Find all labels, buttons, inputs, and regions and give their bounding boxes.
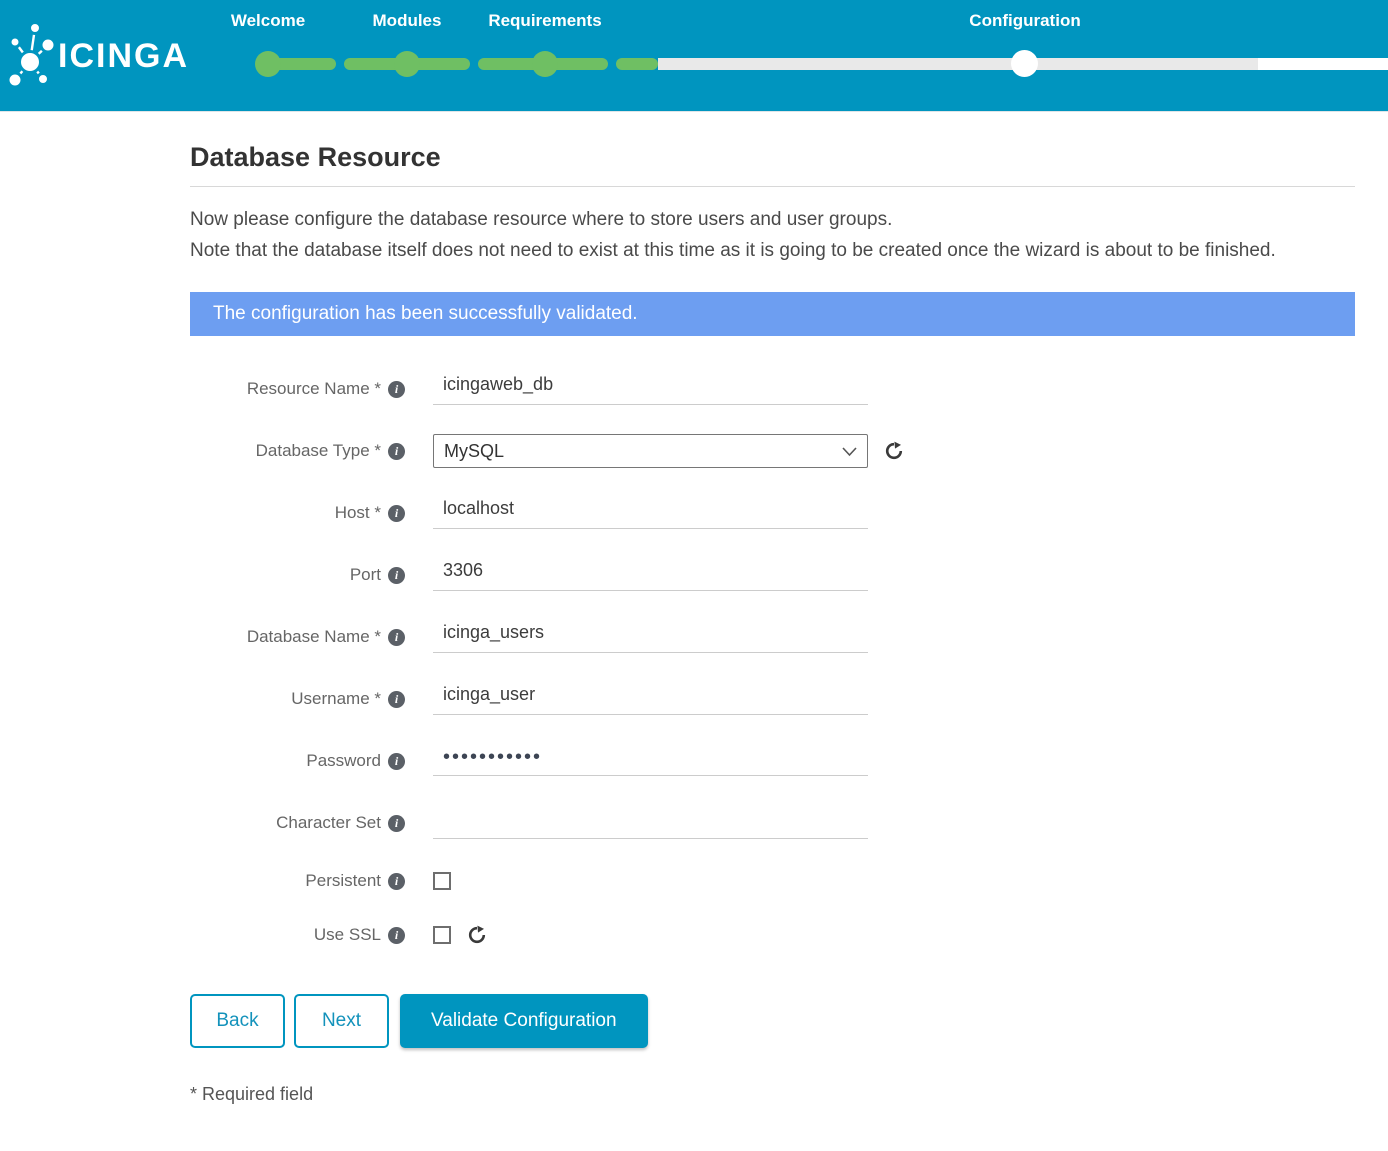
database-type-row bbox=[190, 420, 1355, 482]
field-label: Character Set bbox=[276, 813, 381, 832]
step-label-requirements: Requirements bbox=[488, 11, 602, 30]
database-type-refresh-button[interactable] bbox=[884, 441, 904, 461]
progress-segment-stub bbox=[616, 58, 658, 70]
character-set-info-icon[interactable]: i bbox=[388, 815, 405, 832]
password-info-icon[interactable]: i bbox=[388, 753, 405, 770]
field-label: Password bbox=[306, 751, 381, 770]
field-label-cell bbox=[190, 871, 405, 891]
character-set-input[interactable] bbox=[433, 808, 868, 839]
database-type-selected-value: MySQL bbox=[444, 440, 505, 461]
intro-line-2: Note that the database itself does not need to exist at this time as it is going to be created once the wizard is about to be finished. bbox=[190, 240, 1276, 261]
refresh-icon bbox=[467, 925, 487, 945]
refresh-icon bbox=[884, 441, 904, 461]
field-label-cell bbox=[190, 379, 405, 399]
password-row bbox=[190, 730, 1355, 792]
progress-dot-configuration bbox=[1011, 50, 1038, 77]
step-label-modules: Modules bbox=[372, 11, 442, 30]
required-field-note: * Required field bbox=[190, 1084, 314, 1104]
use-ssl-info-icon[interactable]: i bbox=[388, 927, 405, 944]
wizard-content bbox=[0, 112, 1388, 1105]
field-control-cell bbox=[433, 872, 451, 890]
resource-name-info-icon[interactable]: i bbox=[388, 381, 405, 398]
host-info-icon[interactable]: i bbox=[388, 505, 405, 522]
use-ssl-checkbox[interactable] bbox=[433, 926, 451, 944]
progress-dot-requirements bbox=[532, 51, 558, 77]
field-label-cell bbox=[190, 441, 405, 461]
database-type-select[interactable] bbox=[433, 434, 868, 468]
resource-name-input[interactable] bbox=[433, 374, 868, 405]
validate-configuration-button[interactable]: Validate Configuration bbox=[400, 994, 648, 1048]
field-control-cell bbox=[433, 925, 487, 945]
icinga-logo bbox=[8, 18, 189, 94]
banner-text: The configuration has been successfully validated. bbox=[213, 303, 638, 324]
field-label: Port bbox=[349, 565, 381, 584]
field-label-cell bbox=[190, 503, 405, 523]
host-row bbox=[190, 482, 1355, 544]
field-control-cell bbox=[433, 622, 868, 653]
field-label-cell bbox=[190, 627, 405, 647]
host-input[interactable] bbox=[433, 498, 868, 529]
field-label: Database Type * bbox=[255, 441, 381, 460]
character-set-row bbox=[190, 792, 1355, 854]
field-label: Use SSL bbox=[313, 925, 381, 944]
persistent-row bbox=[190, 854, 1355, 908]
button-row bbox=[190, 994, 1355, 1048]
progress-dot-welcome bbox=[255, 51, 281, 77]
database-name-input[interactable] bbox=[433, 622, 868, 653]
step-label-configuration: Configuration bbox=[969, 11, 1081, 30]
page-title: Database Resource bbox=[190, 142, 1355, 187]
port-input[interactable] bbox=[433, 560, 868, 591]
field-label-cell bbox=[190, 751, 405, 771]
use-ssl-row bbox=[190, 908, 1355, 962]
field-control-cell bbox=[433, 498, 868, 529]
validation-success-banner bbox=[190, 292, 1355, 336]
icinga-logo-icon bbox=[8, 18, 56, 94]
resource-name-row bbox=[190, 358, 1355, 420]
field-label-cell bbox=[190, 813, 405, 833]
field-label: Persistent bbox=[305, 871, 381, 890]
field-control-cell bbox=[433, 434, 904, 468]
field-label-cell bbox=[190, 565, 405, 585]
persistent-checkbox[interactable] bbox=[433, 872, 451, 890]
database-type-info-icon[interactable]: i bbox=[388, 443, 405, 460]
brand-name: ICINGA bbox=[58, 36, 189, 75]
chevron-down-icon bbox=[842, 441, 857, 462]
use-ssl-refresh-button[interactable] bbox=[467, 925, 487, 945]
back-button[interactable]: Back bbox=[190, 994, 285, 1048]
field-label: Host * bbox=[334, 503, 381, 522]
intro-line-1: Now please configure the database resource where to store users and user groups. bbox=[190, 209, 893, 230]
password-input[interactable] bbox=[433, 746, 868, 776]
wizard-header bbox=[0, 0, 1388, 112]
intro-text bbox=[190, 204, 1355, 266]
field-label: Resource Name * bbox=[246, 379, 381, 398]
field-control-cell bbox=[433, 746, 868, 776]
field-control-cell bbox=[433, 684, 868, 715]
port-row bbox=[190, 544, 1355, 606]
next-button[interactable]: Next bbox=[294, 994, 389, 1048]
field-label-cell bbox=[190, 689, 405, 709]
persistent-info-icon[interactable]: i bbox=[388, 873, 405, 890]
progress-segment-finish bbox=[1258, 58, 1388, 70]
resource-form bbox=[190, 358, 1355, 962]
field-label-cell bbox=[190, 925, 405, 945]
field-control-cell bbox=[433, 374, 868, 405]
database-name-info-icon[interactable]: i bbox=[388, 629, 405, 646]
progress-segment-configuration bbox=[658, 58, 1258, 70]
username-row bbox=[190, 668, 1355, 730]
username-input[interactable] bbox=[433, 684, 868, 715]
port-info-icon[interactable]: i bbox=[388, 567, 405, 584]
progress-dot-modules bbox=[394, 51, 420, 77]
step-label-welcome: Welcome bbox=[230, 11, 306, 30]
field-label: Database Name * bbox=[246, 627, 381, 646]
field-control-cell bbox=[433, 560, 868, 591]
field-label: Username * bbox=[291, 689, 381, 708]
field-control-cell bbox=[433, 808, 868, 839]
username-info-icon[interactable]: i bbox=[388, 691, 405, 708]
database-name-row bbox=[190, 606, 1355, 668]
